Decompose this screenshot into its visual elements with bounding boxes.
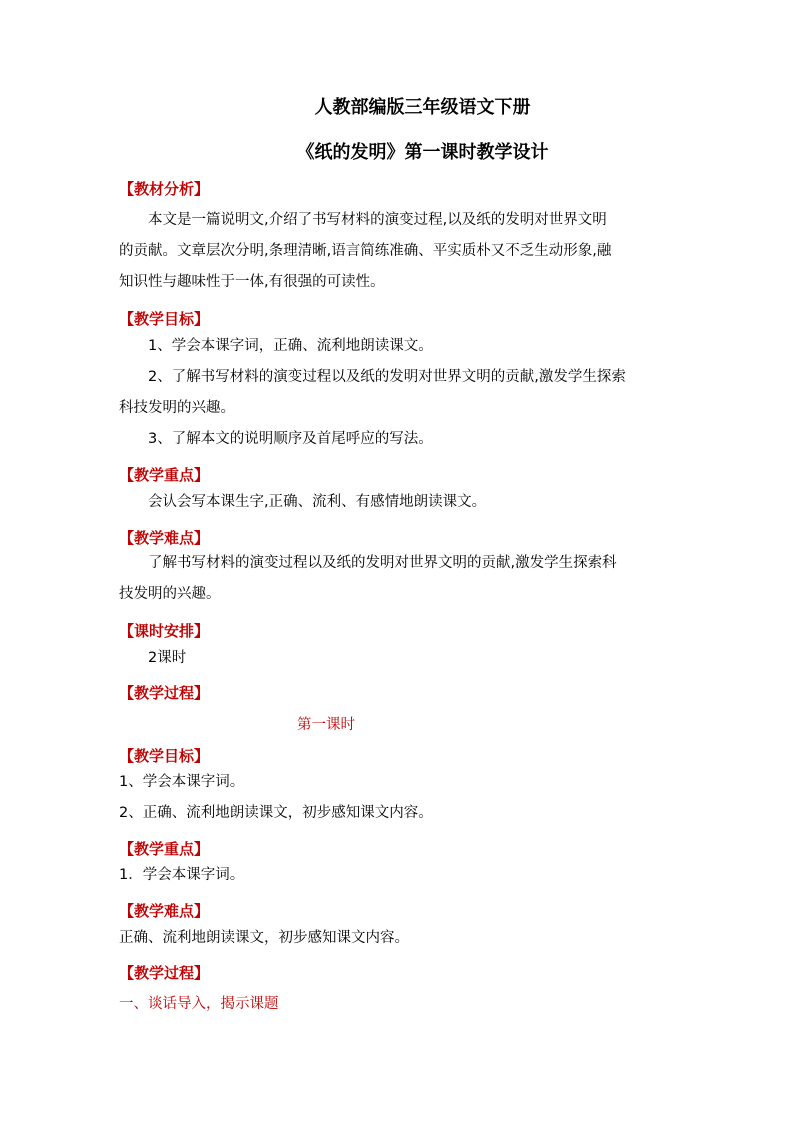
lesson-title: 第一课时 <box>297 717 355 733</box>
section-heading-lesson1-process: 【教学过程】 <box>119 964 210 982</box>
process-step: 一、谈话导入，揭示课题 <box>119 996 279 1012</box>
list-item: 1、学会本课字词。 <box>119 774 245 790</box>
paragraph-line: 会认会写本课生字,正确、流利、有感情地朗读课文。 <box>148 494 487 510</box>
list-item: 3、了解本文的说明顺序及首尾呼应的写法。 <box>148 431 433 447</box>
paragraph-line: 正确、流利地朗读课文，初步感知课文内容。 <box>119 930 409 946</box>
section-heading-goals: 【教学目标】 <box>119 310 210 328</box>
list-item: 1．学会本课字词。 <box>119 867 245 883</box>
paragraph-line: 了解书写材料的演变过程以及纸的发明对世界文明的贡献,激发学生探索科 <box>148 555 617 571</box>
list-item: 2、正确、流利地朗读课文，初步感知课文内容。 <box>119 805 433 821</box>
section-heading-lesson1-goals: 【教学目标】 <box>119 747 210 765</box>
schedule-value: 2课时 <box>148 650 187 666</box>
document-title: 人教部编版三年级语文下册 <box>314 97 531 118</box>
section-heading-lesson1-key: 【教学重点】 <box>119 840 210 858</box>
section-heading-schedule: 【课时安排】 <box>119 622 210 640</box>
list-item-continuation: 科技发明的兴趣。 <box>119 400 235 416</box>
paragraph-line: 本文是一篇说明文,介绍了书写材料的演变过程,以及纸的发明对世界文明 <box>148 212 607 228</box>
section-heading-key-points: 【教学重点】 <box>119 466 210 484</box>
paragraph-line: 技发明的兴趣。 <box>119 586 221 602</box>
paragraph-line: 知识性与趣味性于一体,有很强的可读性。 <box>119 274 385 290</box>
section-heading-difficulties: 【教学难点】 <box>119 529 210 547</box>
section-heading-process: 【教学过程】 <box>119 684 210 702</box>
paragraph-line: 的贡献。文章层次分明,条理清晰,语言简练准确、平实质朴又不乏生动形象,融 <box>119 243 612 259</box>
list-item: 1、学会本课字词，正确、流利地朗读课文。 <box>148 338 433 354</box>
document-subtitle: 《纸的发明》第一课时教学设计 <box>296 142 549 163</box>
section-heading-textbook-analysis: 【教材分析】 <box>119 180 210 198</box>
section-heading-lesson1-difficulty: 【教学难点】 <box>119 902 210 920</box>
list-item: 2、了解书写材料的演变过程以及纸的发明对世界文明的贡献,激发学生探索 <box>148 369 626 385</box>
